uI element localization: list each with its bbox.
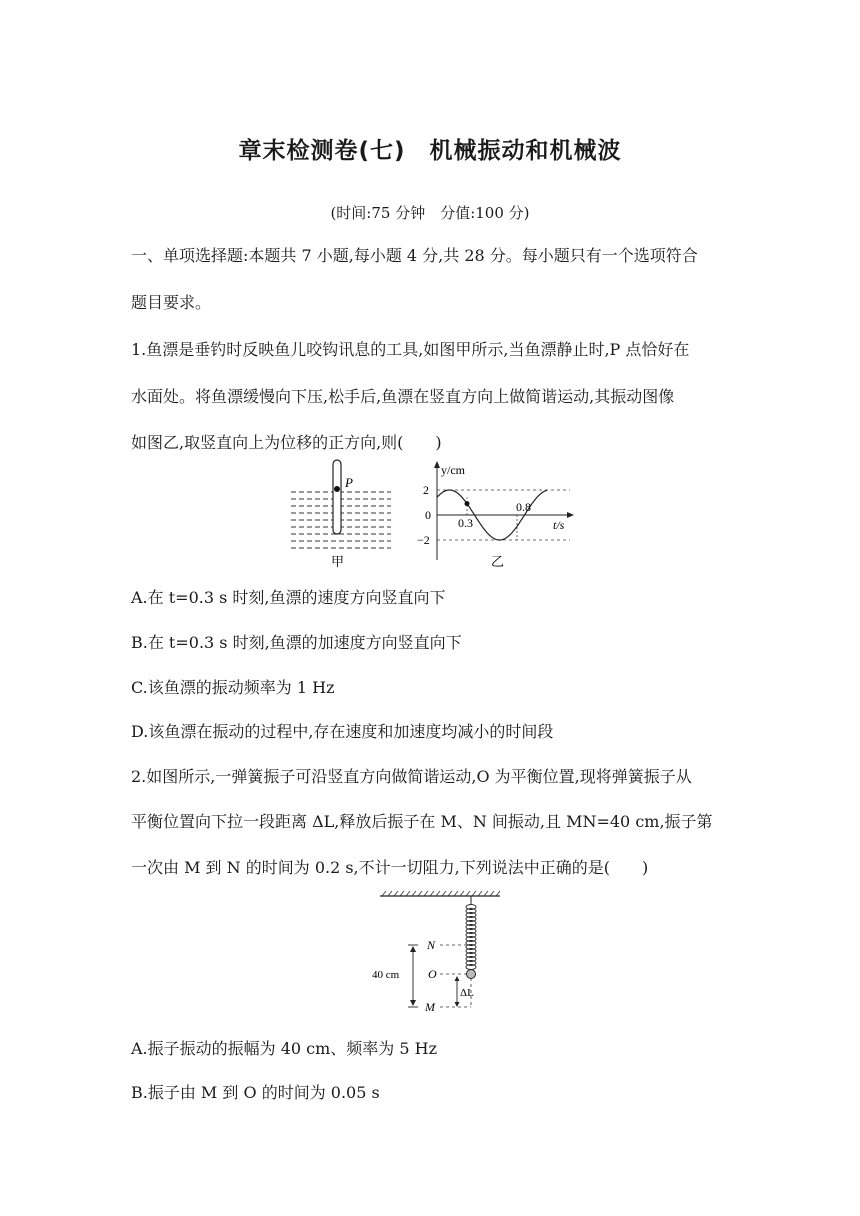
q2-option-b[interactable]: B.振子由 M 到 O 的时间为 0.05 s [131, 1083, 380, 1102]
delta-l-label: ΔL [460, 987, 474, 999]
question-2-stem-3: 一次由 M 到 N 的时间为 0.2 s,不计一切阻力,下列说法中正确的是( ) [131, 858, 649, 877]
q1-option-b[interactable]: B.在 t=0.3 s 时刻,鱼漂的加速度方向竖直向下 [131, 633, 462, 652]
oscillator-ball [467, 970, 476, 979]
point-p-label: P [345, 475, 353, 490]
figure-b-caption: 乙 [491, 554, 505, 569]
q2-option-a[interactable]: A.振子振动的振幅为 40 cm、频率为 5 Hz [131, 1039, 438, 1058]
x-tick-0.3: 0.3 [458, 516, 473, 530]
figure-a-caption: 甲 [331, 554, 345, 569]
question-2-stem: 2.如图所示,一弹簧振子可沿竖直方向做简谐运动,O 为平衡位置,现将弹簧振子从 [131, 767, 692, 786]
point-t-0.3 [465, 501, 470, 506]
label-n: N [427, 938, 436, 952]
x-axis-label: t/s [553, 518, 565, 532]
vibration-graph [415, 458, 590, 570]
y-axis-label: y/cm [441, 463, 465, 477]
question-2-stem-2: 平衡位置向下拉一段距离 ΔL,释放后振子在 M、N 间振动,且 MN=40 cm,振子第 [131, 812, 713, 831]
question-1-stem: 1.鱼漂是垂钓时反映鱼儿咬钩讯息的工具,如图甲所示,当鱼漂静止时,P 点恰好在 [131, 340, 690, 359]
section-heading: 一、单项选择题:本题共 7 小题,每小题 4 分,共 28 分。每小题只有一个选项符合 [131, 246, 698, 265]
question-1-stem-3: 如图乙,取竖直向上为位移的正方向,则( ) [131, 433, 442, 452]
y-tick-neg2: −2 [417, 533, 430, 547]
point-p [334, 486, 340, 492]
y-tick-2: 2 [423, 483, 429, 497]
page-title: 章末检测卷(七) 机械振动和机械波 [238, 138, 622, 164]
float-figure [285, 458, 395, 570]
distance-label: 40 cm [372, 969, 400, 981]
exam-info: (时间:75 分钟 分值:100 分) [330, 204, 530, 222]
section-heading-cont: 题目要求。 [131, 293, 212, 312]
q1-option-a[interactable]: A.在 t=0.3 s 时刻,鱼漂的速度方向竖直向下 [131, 588, 446, 607]
question-1-stem-2: 水面处。将鱼漂缓慢向下压,松手后,鱼漂在竖直方向上做简谐运动,其振动图像 [131, 387, 675, 406]
q1-option-c[interactable]: C.该鱼漂的振动频率为 1 Hz [131, 678, 335, 697]
label-m: M [425, 1000, 435, 1014]
x-tick-0.8: 0.8 [516, 500, 531, 514]
q1-option-d[interactable]: D.该鱼漂在振动的过程中,存在速度和加速度均减小的时间段 [131, 722, 554, 741]
label-o: O [428, 967, 437, 981]
spring-figure [368, 890, 513, 1015]
y-tick-0: 0 [425, 508, 431, 522]
